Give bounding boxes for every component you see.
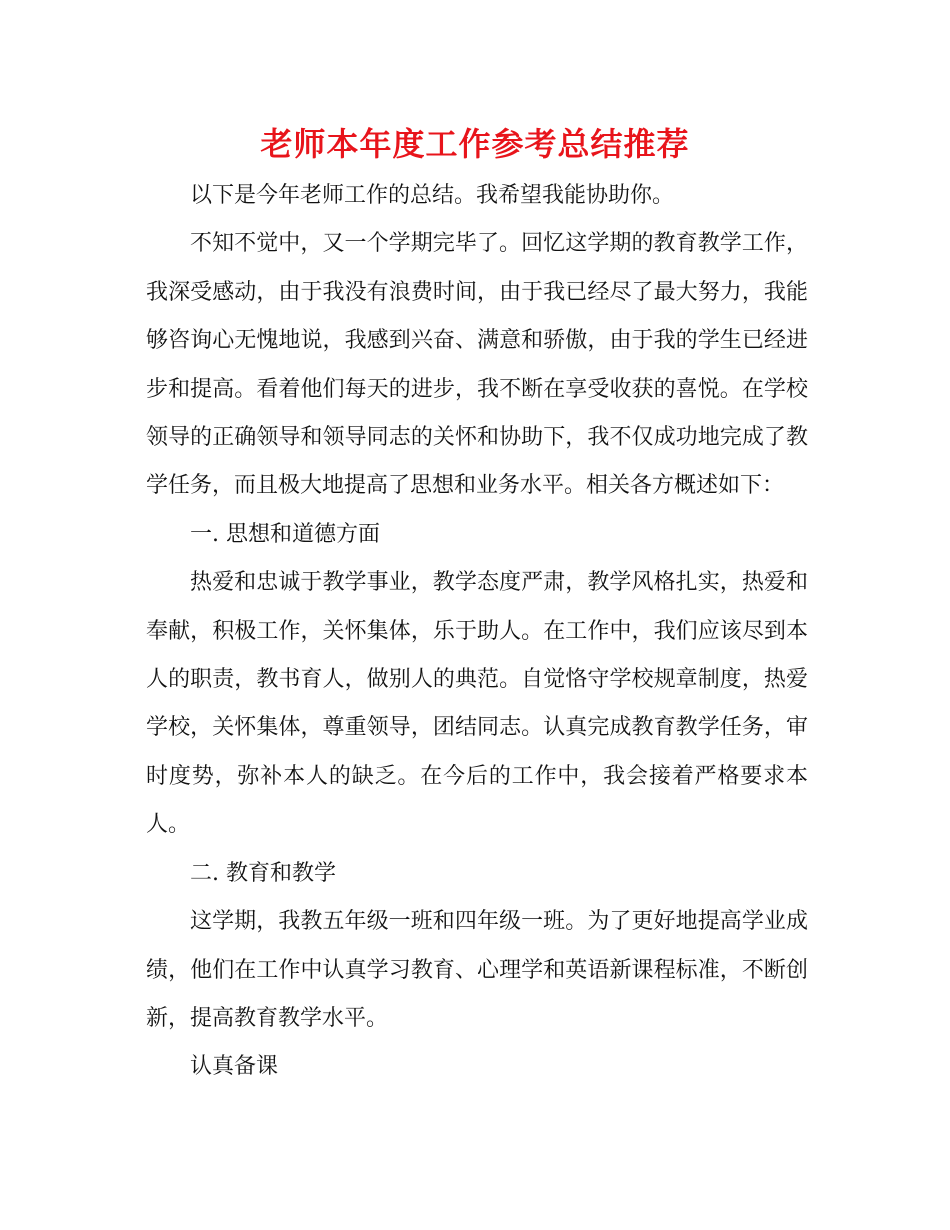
section-heading-preparation: 认真备课 — [190, 1054, 279, 1080]
paragraph-teaching: 这学期，我教五年级一班和四年级一班。为了更好地提高学业成绩，他们在工作中认真学习教育、心理学和英语新课程标准，不断创新，提高教育教学水平。 — [146, 909, 808, 1031]
paragraph-intro: 以下是今年老师工作的总结。我希望我能协助你。 — [190, 183, 675, 208]
document-title: 老师本年度工作参考总结推荐 — [260, 125, 690, 163]
paragraph-ideology: 热爱和忠诚于教学事业，教学态度严肃，教学风格扎实，热爱和奉献，积极工作，关怀集体，乐于助人。在工作中，我们应该尽到本人的职责，教书育人，做别人的典范。自觉恪守学校规章制度，热爱学校，关怀集体，尊重领导，团结同志。认真完成教育教学任务，审时度势，弥补本人的缺乏。在今后的工作中，我会接着严格要求本人。 — [146, 570, 808, 838]
document-body — [146, 172, 808, 1092]
section-heading-ideology: 一. 思想和道德方面 — [190, 521, 380, 547]
paragraph-review: 不知不觉中，又一个学期完毕了。回忆这学期的教育教学工作，我深受感动，由于我没有浪费时间，由于我已经尽了最大努力，我能够咨询心无愧地说，我感到兴奋、满意和骄傲，由于我的学生已经进步和提高。看着他们每天的进步，我不断在享受收获的喜悦。在学校领导的正确领导和领导同志的关怀和协助下，我不仅成功地完成了教学任务，而且极大地提高了思想和业务水平。相关各方概述如下： — [146, 231, 808, 499]
section-heading-teaching: 二. 教育和教学 — [190, 860, 336, 886]
